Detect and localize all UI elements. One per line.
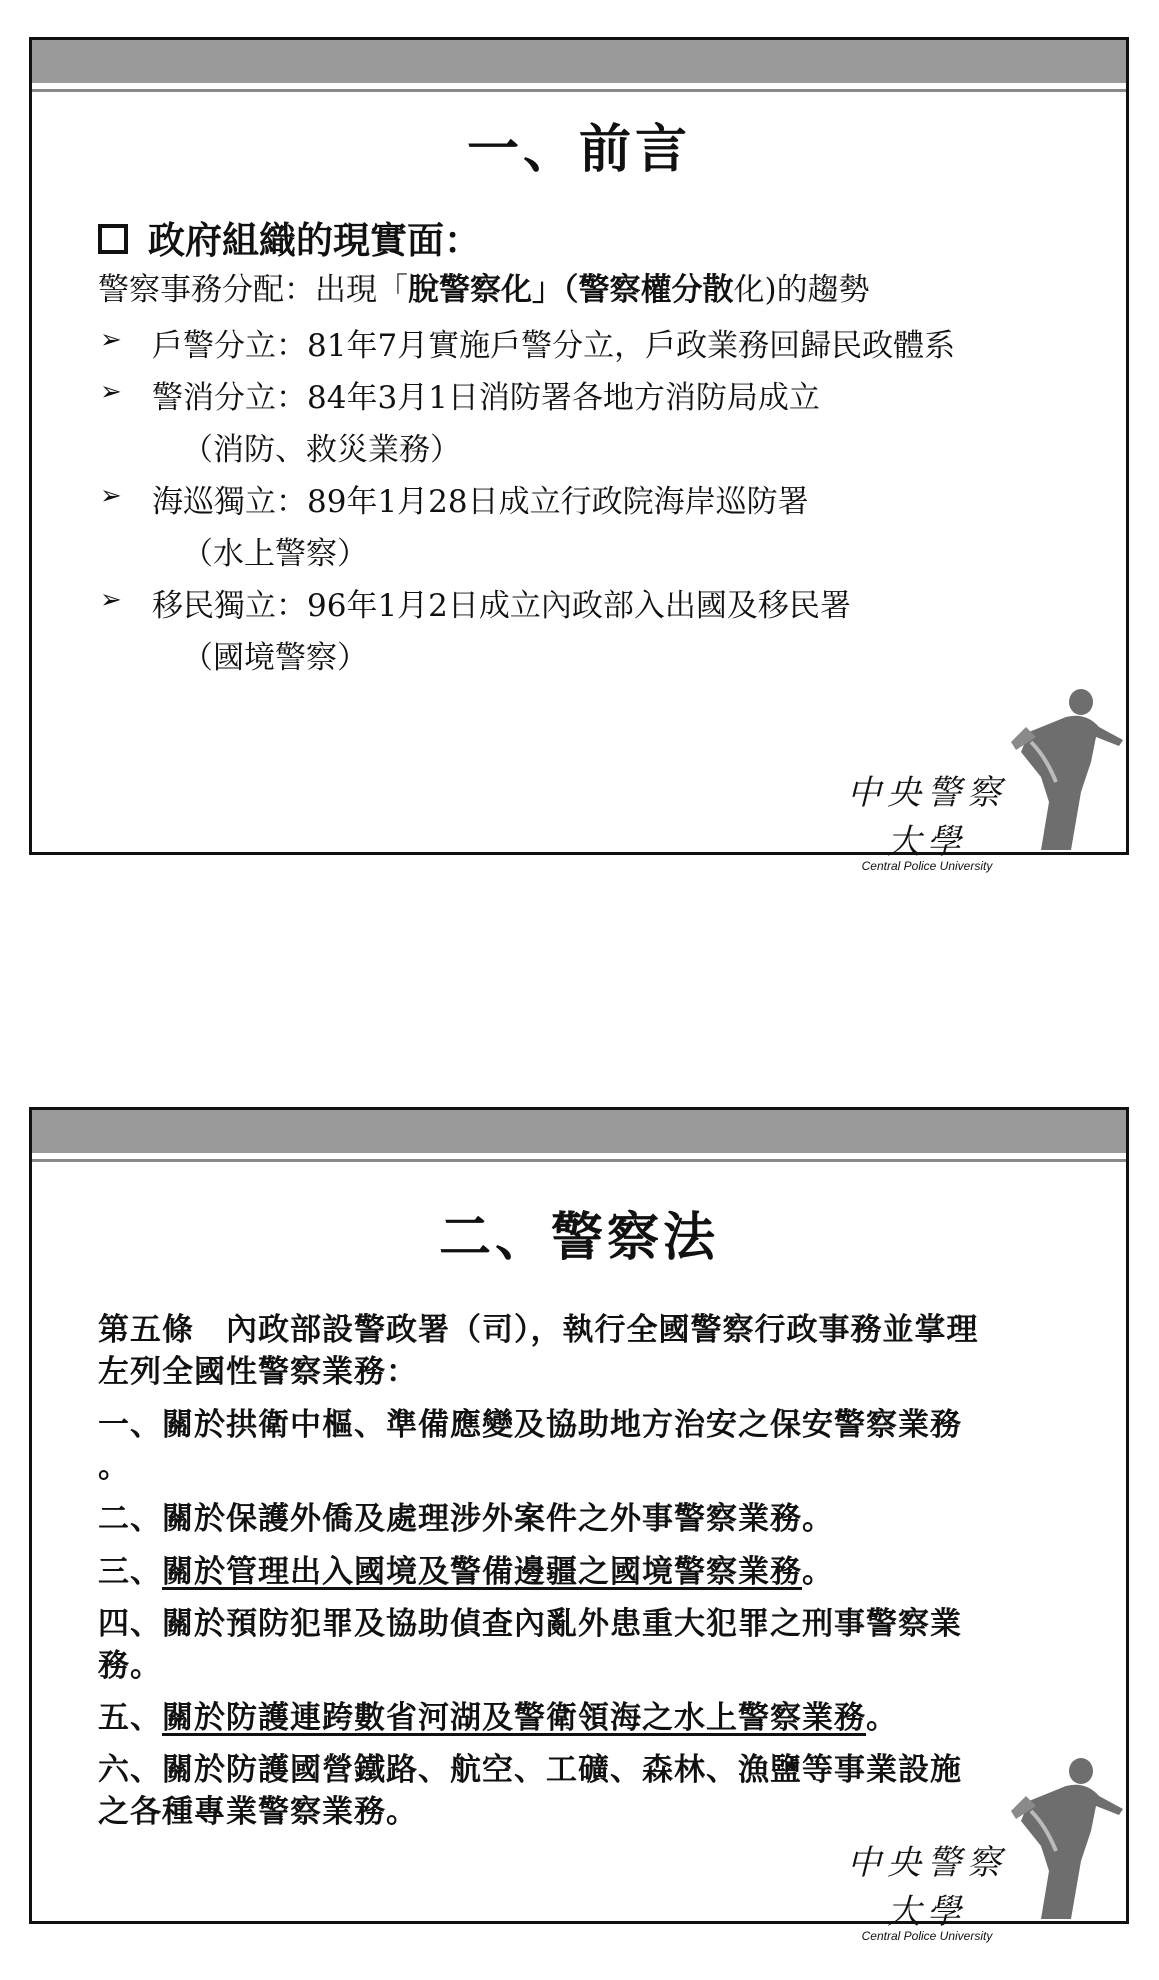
article-line: 務。 [98, 1648, 162, 1684]
item-end: 。 [866, 1700, 898, 1736]
item-end: 。 [802, 1554, 834, 1590]
list-item: 移民獨立：96年1月2日成立內政部入出國及移民署 [152, 588, 851, 624]
arrow-bullet-icon: ➢ [100, 325, 122, 355]
article-line: 六、關於防護國營鐵路、航空、工礦、森林、漁鹽等事業設施 [98, 1752, 962, 1788]
slide-header-bar [32, 1110, 1126, 1153]
list-item: 海巡獨立：89年1月28日成立行政院海岸巡防署 [152, 484, 809, 520]
list-item-note: （消防、救災業務） [182, 432, 461, 468]
intro-suffix: 化)的趨勢 [733, 272, 870, 308]
article-line: 二、關於保護外僑及處理涉外案件之外事警察業務。 [98, 1501, 834, 1537]
checkbox-square-icon [98, 224, 128, 254]
header-divider [32, 1159, 1126, 1162]
item-number: 五、 [98, 1700, 162, 1736]
item-number: 三、 [98, 1554, 162, 1590]
slide-header-bar [32, 40, 1126, 83]
logo-chinese-name: 中央警察大學 [847, 773, 1007, 862]
intro-prefix: 警察事務分配：出現「 [98, 272, 408, 308]
header-divider [32, 89, 1126, 92]
underlined-text: 關於防護連跨數省河湖及警衛領海之水上警察業務 [162, 1700, 866, 1736]
arrow-bullet-icon: ➢ [100, 585, 122, 615]
logo-english-name: Central Police University [861, 1929, 993, 1943]
slide-title: 一、前言 [466, 120, 691, 180]
arrow-bullet-icon: ➢ [100, 481, 122, 511]
intro-line [98, 264, 870, 309]
university-logo [832, 765, 1022, 873]
statue-icon [1011, 1751, 1126, 1921]
slide-title: 二、警察法 [438, 1208, 719, 1268]
list-item: 警消分立：84年3月1日消防署各地方消防局成立 [152, 380, 820, 416]
list-item-note: （水上警察） [182, 536, 368, 572]
article-line: 四、關於預防犯罪及協助偵查內亂外患重大犯罪之刑事警察業 [98, 1606, 962, 1642]
list-item: 戶警分立：81年7月實施戶警分立，戶政業務回歸民政體系 [152, 328, 956, 364]
slide-introduction [29, 37, 1129, 873]
intro-emphasis: 脫警察化」（警察權分散 [408, 272, 734, 308]
article-line [98, 1692, 898, 1737]
slide-police-act [29, 1107, 1129, 1943]
statue-icon [1011, 682, 1126, 852]
logo-chinese-name: 中央警察大學 [847, 1843, 1007, 1932]
section-heading-text: 政府組織的現實面： [148, 219, 481, 262]
article-line: 。 [98, 1449, 130, 1485]
article-line: 左列全國性警察業務： [98, 1354, 418, 1390]
logo-english-name: Central Police University [861, 859, 993, 873]
arrow-bullet-icon: ➢ [100, 377, 122, 407]
list-item-note: （國境警察） [182, 640, 368, 676]
section-heading [98, 210, 481, 264]
university-logo [832, 1835, 1022, 1943]
underlined-text: 關於管理出入國境及警備邊疆之國境警察業務 [162, 1554, 802, 1590]
article-line: 之各種專業警察業務。 [98, 1794, 418, 1830]
article-line [98, 1546, 834, 1591]
article-line: 第五條 內政部設警政署（司），執行全國警察行政事務並掌理 [98, 1312, 979, 1348]
article-line: 一、關於拱衛中樞、準備應變及協助地方治安之保安警察業務 [98, 1407, 962, 1443]
